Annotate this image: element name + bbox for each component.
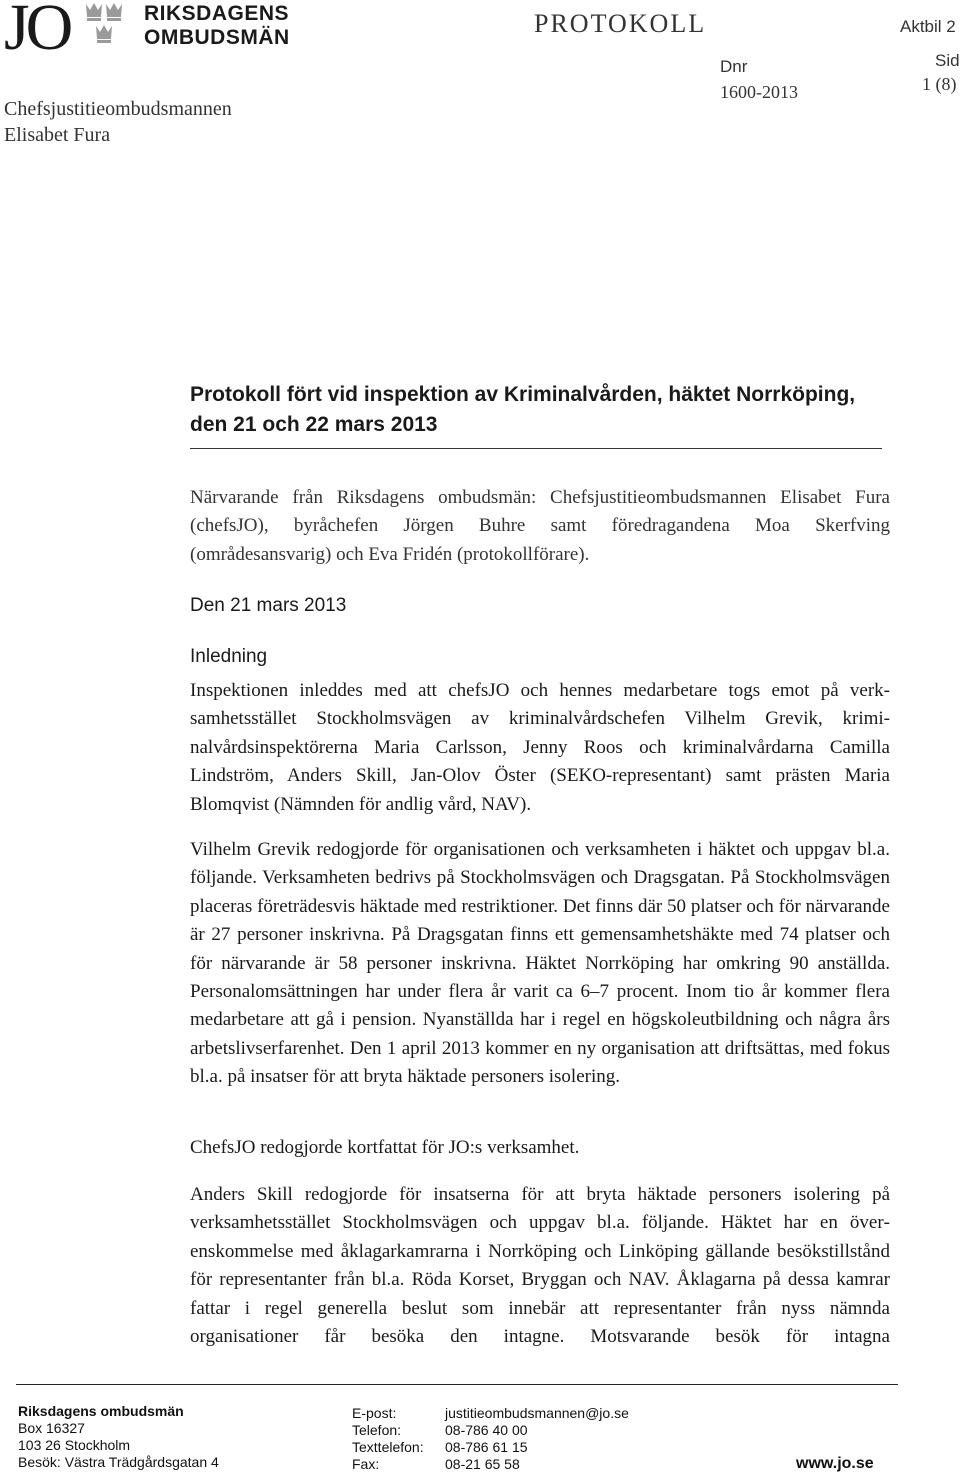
body-paragraph: Inspektionen inleddes med att chefsJO och hennes medarbetare togs emot på verksamhetsstället Stockholmsvägen av kriminalvårdschefen Vilhelm Grevik, kriminalvårdsinspektörerna Maria Carlsson, Jenny Roos och kriminalvårdarna Camilla Lindström, Anders Skill, Jan-Olov Öster (SEKO-representant) samt prästen Maria Blomqvist (Nämnden för andlig vård, NAV). xyxy=(190,680,890,815)
page-number: 1 (8) xyxy=(922,74,957,94)
attendees-paragraph: Närvarande från Riksdagens ombudsmän: Chefsjustitieombudsmannen Elisabet Fura (chefsJO), byråchefen Jörgen Buhre samt föredragandena Moa Skerfving (områdesansvarig) och Eva Fridén (protokollförare). xyxy=(190,487,890,565)
footer-website-link[interactable]: www.jo.se xyxy=(796,1455,874,1472)
dnr-label: Dnr xyxy=(720,57,748,76)
footer-phone-value: 08-786 40 00 xyxy=(445,1422,528,1438)
footer-fax-label: Fax: xyxy=(352,1456,380,1472)
attachment-label: Aktbil 2 xyxy=(900,17,956,36)
section-date-heading: Den 21 mars 2013 xyxy=(190,595,347,616)
sender-title: Chefsjustitieombudsmannen xyxy=(4,98,232,120)
footer-phone-label: Telefon: xyxy=(352,1422,402,1438)
page-label: Sid xyxy=(935,51,960,70)
footer-postal: 103 26 Stockholm xyxy=(18,1437,131,1453)
title-divider xyxy=(190,448,882,449)
footer-org-name: Riksdagens ombudsmän xyxy=(18,1403,184,1419)
section-heading: Inledning xyxy=(190,646,268,667)
footer-email-label: E-post: xyxy=(352,1405,397,1421)
footer-textphone-label: Texttelefon: xyxy=(352,1439,424,1455)
logo-text-line1: RIKSDAGENS xyxy=(144,2,290,25)
footer-visit-address: Besök: Västra Trädgårdsgatan 4 xyxy=(18,1454,219,1470)
dnr-value: 1600-2013 xyxy=(720,82,798,102)
footer-email-link[interactable]: justitieombudsmannen@jo.se xyxy=(445,1405,629,1421)
body-paragraph: Anders Skill redogjorde för insatserna för att bryta häktade personers isolering på verksamhetsstället Stockholmsvägen och uppgav bl.a. följande. Häktet har en överenskommelse med åklagarkamrarna i Norrköping och Linköping gällande besökstillstånd för representanter från bl.a. Röda Korset, Bryggan och NAV. Åklagarna på dessa kamrar fattar i regel generella beslut som innebär att representanter från nyss nämnda organisationer får besöka den intagne. Motsvarande besök för intagna xyxy=(190,1184,890,1348)
logo-text-line2: OMBUDSMÄN xyxy=(144,26,290,49)
document-title: Protokoll fört vid inspektion av Kriminalvården, häktet Norrköping, den 21 och 22 mars 2013 xyxy=(190,383,856,436)
footer-fax-value: 08-21 65 58 xyxy=(445,1456,520,1472)
jo-logo xyxy=(2,0,302,64)
footer-divider xyxy=(16,1384,898,1385)
body-paragraph: ChefsJO redogjorde kortfattat för JO:s verksamhet. xyxy=(190,1137,580,1158)
body-paragraph: Vilhelm Grevik redogjorde för organisationen och verksamheten i häktet och uppgav bl.a. följande. Verksamheten bedrivs på Stockholmsvägen och Dragsgatan. På Stockholmsvägen placeras företrädesvis häktade med restriktioner. Det finns där 50 platser och för närvarande är 27 personer inskrivna. På Dragsgatan finns ett gemensamhetshäkte med 74 platser och för närvarande är 58 personer inskrivna. Häktet Norrköping har omkring 90 anställda. Personalomsättningen har under flera år varit ca 6–7 procent. Inom tio år kommer flera medarbetare att gå i pension. Nyanställda har i regel en högskoleutbildning och några års arbetslivserfarenhet. Den 1 april 2013 kommer en ny organisation att driftsättas, med fokus bl.a. på insatser för att bryta häktade personers isolering. xyxy=(190,839,890,1088)
footer-textphone-value: 08-786 61 15 xyxy=(445,1439,528,1455)
crowns-icon xyxy=(84,0,140,50)
logo-mark: JO xyxy=(4,0,70,64)
document-type: PROTOKOLL xyxy=(534,9,707,38)
footer-box: Box 16327 xyxy=(18,1420,85,1436)
sender-name: Elisabet Fura xyxy=(4,124,111,146)
